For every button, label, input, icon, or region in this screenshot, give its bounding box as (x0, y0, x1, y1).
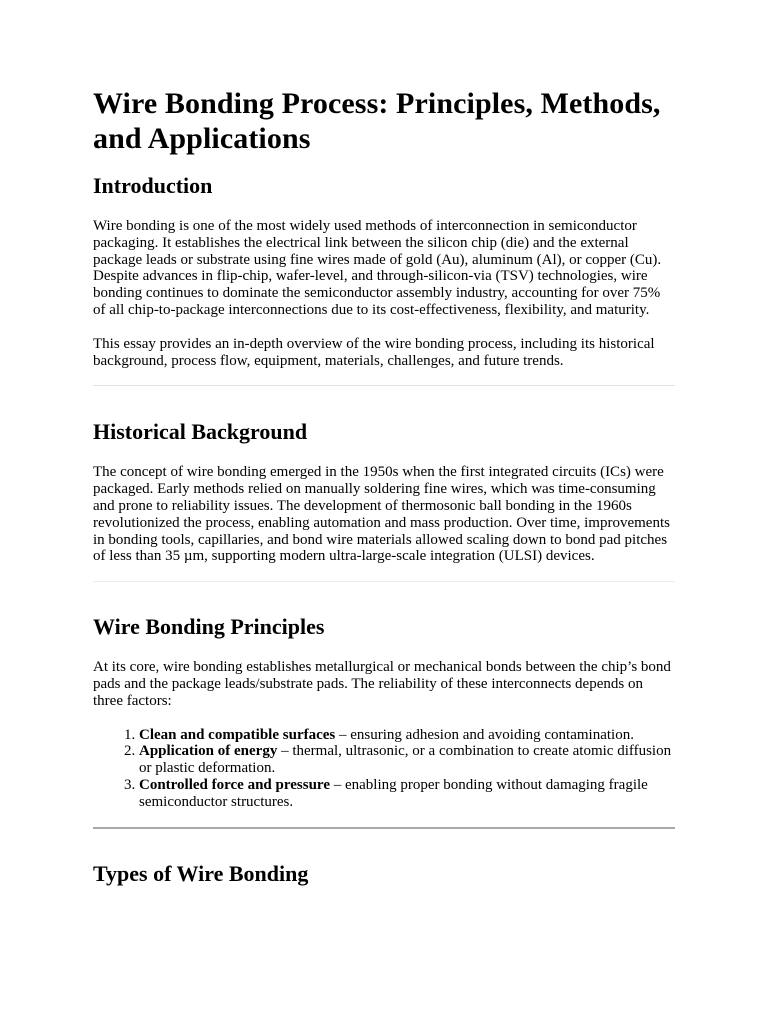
list-item-term: Clean and compatible surfaces (139, 726, 336, 743)
list-item-text: – thermal, ultrasonic, or a combination to create atomic diffusion or plastic deformation. (139, 743, 672, 777)
principles-factor-list (93, 727, 675, 811)
section-heading-principles: Wire Bonding Principles (93, 614, 325, 640)
principles-paragraph: At its core, wire bonding establishes metallurgical or mechanical bonds between the chip’s bond pads and the package leads/substrate pads. The reliability of these interconnects depends on three factors: (93, 659, 671, 709)
list-item-term: Application of energy (139, 743, 278, 760)
section-divider (93, 827, 675, 829)
section-heading-types: Types of Wire Bonding (93, 860, 309, 886)
introduction-paragraph-2: This essay provides an in-depth overview of the wire bonding process, including its historical background, process flow, equipment, materials, challenges, and future trends. (93, 335, 655, 369)
history-paragraph: The concept of wire bonding emerged in the 1950s when the first integrated circuits (ICs) were packaged. Early methods relied on manually soldering fine wires, which was time-consuming and prone to reliability issues. The development of thermosonic ball bonding in the 1960s revolutionized the process, enabling automation and mass production. Over time, improvements in bonding tools, capillaries, and bond wire materials allowed scaling down to bond pad pitches of less than 35 µm, supporting modern ultra-large-scale integration (ULSI) devices. (93, 464, 670, 565)
introduction-paragraph-1: Wire bonding is one of the most widely used methods of interconnection in semiconductor packaging. It establishes the electrical link between the silicon chip (die) and the external package leads or substrate using fine wires made of gold (Au), aluminum (Al), or copper (Cu). Despite advances in flip-chip, wafer-level, and through-silicon-via (TSV) technologies, wire bonding continues to dominate the semiconductor assembly industry, accounting for over 75% of all chip-to-package interconnections due to its cost-effectiveness, flexibility, and maturity. (93, 218, 662, 318)
list-item-text: – enabling proper bonding without damaging fragile semiconductor structures. (139, 776, 648, 810)
document-title: Wire Bonding Process: Principles, Methods, and Applications (93, 87, 661, 155)
section-divider (93, 581, 675, 582)
list-item (139, 743, 675, 777)
list-item-term: Controlled force and pressure (139, 776, 330, 793)
section-divider (93, 385, 675, 386)
section-heading-history: Historical Background (93, 419, 308, 445)
list-item-text: – ensuring adhesion and avoiding contamination. (335, 726, 634, 743)
list-item (139, 777, 675, 811)
document-page (93, 86, 675, 887)
list-item (139, 727, 675, 744)
section-heading-introduction: Introduction (93, 173, 213, 198)
